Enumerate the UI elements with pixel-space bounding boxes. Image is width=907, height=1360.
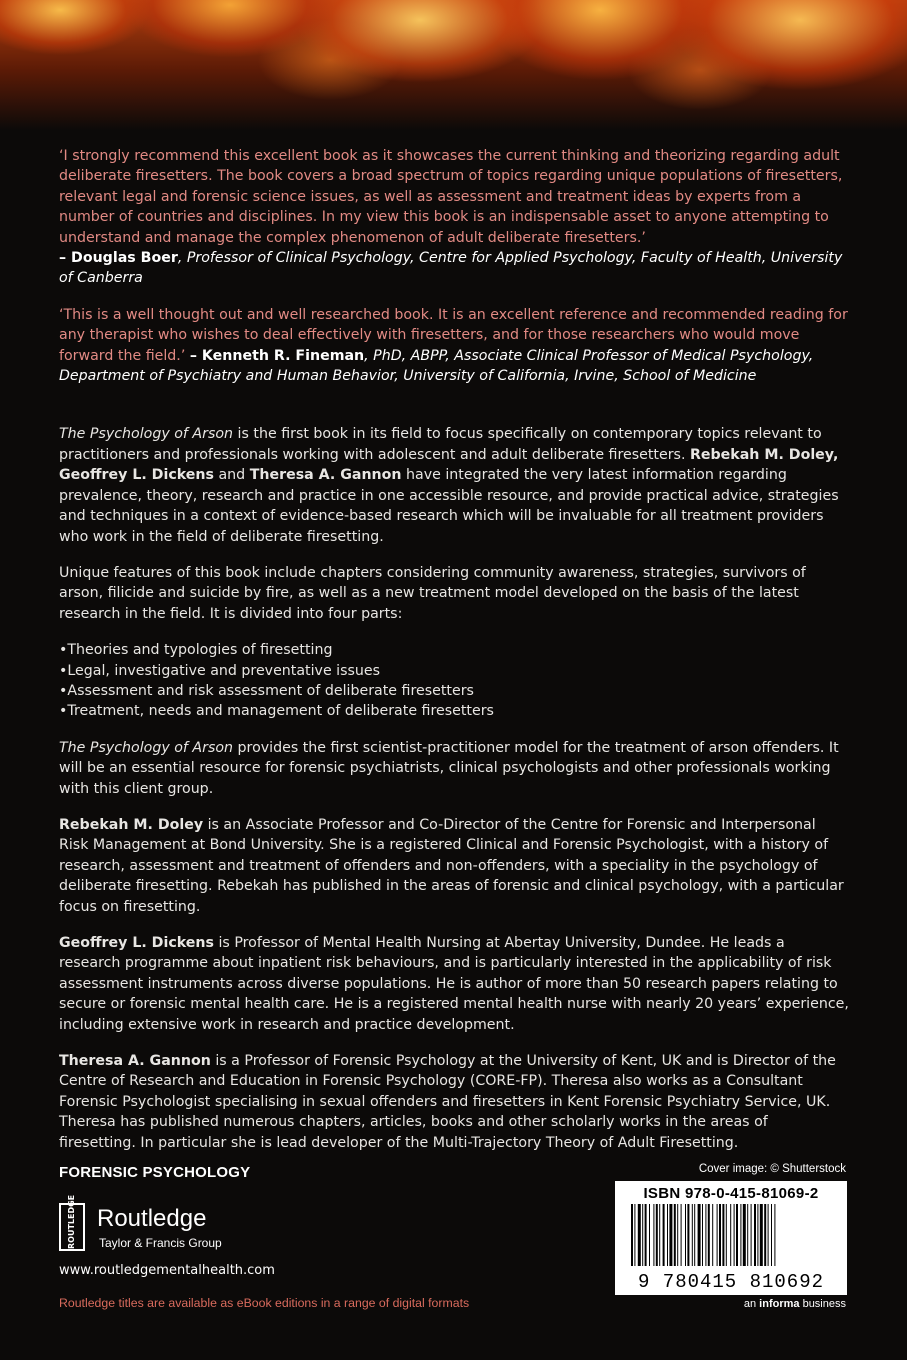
- author-name: Rebekah M. Doley: [59, 816, 204, 833]
- description-paragraph-2: Unique features of this book include chapters considering community awareness, strategies, survivors of arson, filicide and suicide by fire, as well as a new treatment model developed on the basis of the latest research in the field. It is divided into four parts:: [59, 564, 806, 622]
- barcode-digits: 9 780415 810692: [637, 1271, 825, 1293]
- informa-business-tagline: an informa business: [743, 1298, 846, 1310]
- author-bio-dickens: Geoffrey L. Dickens is Professor of Mental Health Nursing at Abertay University, Dundee. He leads a research programme about inpatient risk behaviours, and is particularly interested in the applicability of risk assessment instruments across diverse populations. He is author of more than 50 research papers relating to secure or forensic mental health care. He is a registered mental health nurse with nearly 20 years’ experience, including extensive work in research and practice development.: [59, 935, 849, 1033]
- editor-names: Rebekah M. Doley, Geoffrey L. Dickens: [59, 446, 839, 484]
- ebook-note: Routledge titles are available as eBook editions in a range of digital formats: [59, 1296, 470, 1310]
- flames-banner-image: [0, 0, 907, 130]
- author-bio-gannon: Theresa A. Gannon is a Professor of Forensic Psychology at the University of Kent, UK and is Director of the Centre of Research and Education in Forensic Psychology (CORE-FP). Theresa also works as a Consultant Forensic Psychologist specialising in sexual offenders and firesetters in Kent Forensic Psychiatry Service, UK. Theresa has published numerous chapters, articles, books and other scholarly works in the areas of firesetting. In particular she is lead developer of the Multi-Trajectory Theory of Adult Firesetting.: [59, 1053, 836, 1151]
- endorser-name: Douglas Boer: [71, 250, 178, 267]
- endorsement-quote-2: ‘This is a well thought out and well researched book. It is an excellent reference and recommended reading for any therapist who wishes to deal effectively with firesetters, and for those researchers who would move forward the field.’ – Kenneth R. Fineman, PhD, ABPP, Associate Clinical Professor of Medical Psychology, Department of Psychiatry and Human Behavior, University of California, Irvine, School of Medicine: [59, 306, 848, 385]
- list-item: • Assessment and risk assessment of deliberate firesetters: [59, 681, 849, 701]
- series-name: FORENSIC PSYCHOLOGY: [59, 1164, 251, 1181]
- publisher-group: Taylor & Francis Group: [99, 1236, 222, 1250]
- author-bio-doley: Rebekah M. Doley is an Associate Professor and Co-Director of the Centre for Forensic and Interpersonal Risk Management at Bond University. She is a registered Clinical and Forensic Psychologist, with a history of research, assessment and treatment of offenders and non-offenders, with a speciality in the psychology of deliberate firesetting. Rebekah has published in the areas of forensic and clinical psychology, with a particular focus on firesetting.: [59, 816, 844, 915]
- back-cover-text: [59, 146, 849, 1169]
- endorser-name: Kenneth R. Fineman: [201, 347, 365, 364]
- book-title: The Psychology of Arson: [59, 739, 234, 756]
- routledge-logo: [59, 1194, 259, 1253]
- list-item: • Treatment, needs and management of deliberate firesetters: [59, 701, 849, 721]
- book-title: The Psychology of Arson: [59, 426, 234, 443]
- isbn-number: ISBN 978-0-415-81069-2: [643, 1185, 819, 1202]
- editor-name: Theresa A. Gannon: [249, 467, 402, 484]
- routledge-mark-icon: ROUTLEDGE: [59, 1203, 85, 1251]
- author-name: Geoffrey L. Dickens: [59, 935, 214, 951]
- author-name: Theresa A. Gannon: [59, 1053, 211, 1070]
- list-item: • Theories and typologies of firesetting: [59, 640, 849, 660]
- description-paragraph-1: The Psychology of Arson is the first book in its field to focus specifically on contemporary topics relevant to practitioners and professionals working with adolescent and adult deliberate firesetters. Rebekah M. Doley, Geoffrey L. Dickens and Theresa A. Gannon have integrated the very latest information regarding prevalence, theory, research and practice in one accessible resource, and provide practical advice, strategies and techniques in a context of evidence-based research which will be invaluable for all treatment providers who work in the field of deliberate firesetting.: [59, 426, 839, 545]
- description-paragraph-3: The Psychology of Arson provides the first scientist-practitioner model for the treatment of arson offenders. It will be an essential resource for forensic psychiatrists, clinical psychologists and other professionals working with this client group.: [59, 739, 839, 797]
- publisher-name: Routledge: [97, 1205, 207, 1232]
- endorser-affiliation: , Professor of Clinical Psychology, Centre for Applied Psychology, Faculty of Health, University of Canberra: [59, 250, 843, 287]
- cover-image-credit: Cover image: © Shutterstock: [698, 1163, 846, 1175]
- endorser-affiliation: , PhD, ABPP, Associate Clinical Professor of Medical Psychology, Department of Psychiatry and Human Behavior, University of California, Irvine, School of Medicine: [59, 347, 814, 385]
- isbn-barcode: [615, 1181, 847, 1295]
- endorsement-quote-1: ‘I strongly recommend this excellent book as it showcases the current thinking and theorizing regarding adult deliberate firesetters. The book covers a broad spectrum of topics regarding unique populations of firesetters, relevant legal and forensic science issues, as well as assessment and treatment ideas by experts from a number of countries and disciplines. In my view this book is an indispensable asset to anyone attempting to understand and manage the complex phenomenon of adult deliberate firesetters.’ – Douglas Boer, Professor of Clinical Psychology, Centre for Applied Psychology, Faculty of Health, University of Canberra: [59, 148, 843, 287]
- publisher-url[interactable]: www.routledgementalhealth.com: [59, 1263, 275, 1278]
- parts-list: [59, 640, 849, 722]
- barcode-icon: [629, 1204, 833, 1266]
- list-item: • Legal, investigative and preventative issues: [59, 661, 849, 681]
